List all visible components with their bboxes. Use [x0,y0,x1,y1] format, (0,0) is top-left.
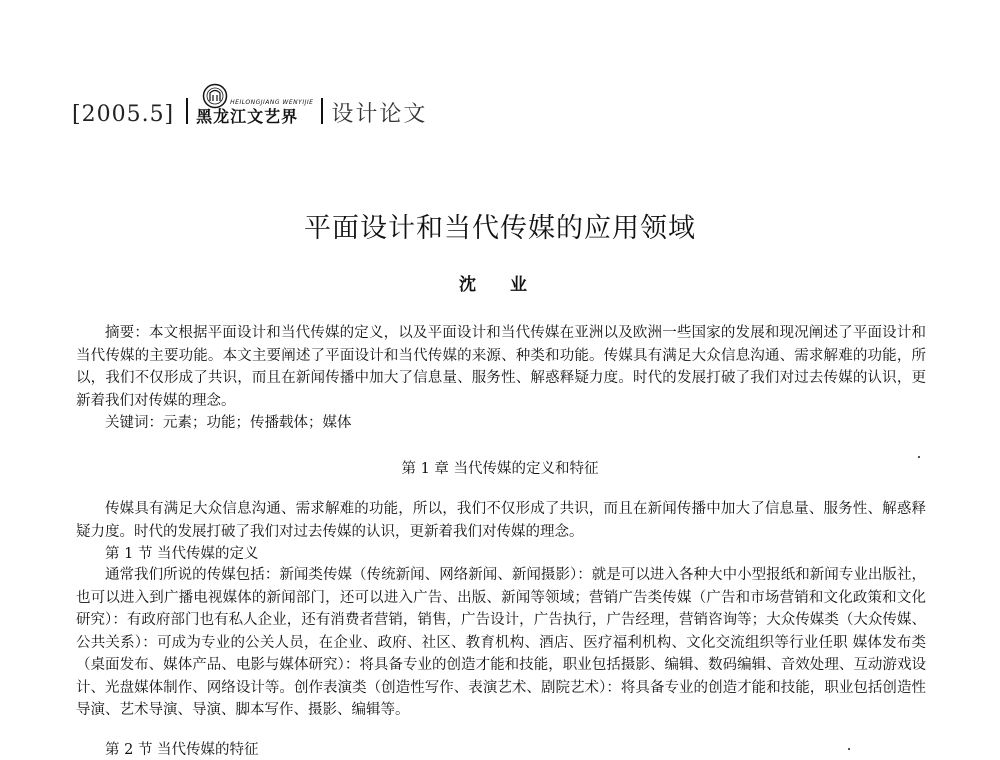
article-author: 沈 业 [459,275,541,295]
journal-logo-row [202,79,313,109]
header-divider-right [321,98,323,124]
keywords: 关键词：元素；功能；传播载体；媒体 [105,415,352,431]
journal-block [196,79,313,125]
scan-speck [848,748,850,750]
section-2-heading: 第 2 节 当代传媒的特征 [105,742,259,758]
paragraph-2 [76,564,926,722]
paragraph-1-text: 传媒具有满足大众信息沟通、需求解难的功能，所以，我们不仅形成了共识，而且在新闻传播中加大了信息量、服务性、解惑释疑力度。时代的发展打破了我们对过去传媒的认识，更新着我们对传媒的理念。 [76,501,926,540]
journal-header [72,70,427,126]
paragraph-2-text: 通常我们所说的传媒包括：新闻类传媒（传统新闻、网络新闻、新闻摄影）：就是可以进入各种大中小型报纸和新闻专业出版社，也可以进入到广播电视媒体的新闻部门，还可以进入广告、出版、新闻等领域；营销广告类传媒（广告和市场营销和文化政策和文化研究）：有政府部门也有私人企业，还有消费者营销，销售，广告设计，广告执行，广告经理，营销咨询等；大众传媒类（大众传媒、公共关系）：可成为专业的公关人员，在企业、政府、社区、教育机构、酒店、医疗福利机构、文化交流组织等行业任职 媒体发布类（桌面发布、媒体产品、电影与媒体研究）：将具备专业的创造才能和技能，职业包括摄影、编辑、数码编辑、音效处理、互动游戏设计、光盘媒体制作、网络设计等。创作表演类（创造性写作、表演艺术、剧院艺术）：将具备专业的创造才能和技能，职业包括创造性导演、艺术导演、导演、脚本写作、摄影、编辑等。 [76,567,926,718]
section-1-heading: 第 1 节 当代传媒的定义 [105,546,259,562]
article-title: 平面设计和当代传媒的应用领域 [304,213,696,244]
abstract [76,322,926,412]
chapter-heading: 第 1 章 当代传媒的定义和特征 [401,461,599,477]
scan-speck [918,456,920,458]
abstract-text: 摘要：本文根据平面设计和当代传媒的定义，以及平面设计和当代传媒在亚洲以及欧洲一些国家的发展和现况阐述了平面设计和当代传媒的主要功能。本文主要阐述了平面设计和当代传媒的来源、种类和功能。传媒具有满足大众信息沟通、需求解难的功能，所以，我们不仅形成了共识，而且在新闻传播中加大了信息量、服务性、解惑释疑力度。时代的发展打破了我们对过去传媒的认识，更新着我们对传媒的理念。 [76,325,926,409]
column-name: 设计论文 [331,102,428,127]
journal-pinyin: HEILONGJIANG WENYIJIE [230,99,314,106]
issue-number: [2005.5] [72,102,175,127]
paragraph-1 [76,498,926,543]
journal-name: 黑龙江文艺界 [196,107,299,126]
journal-logo-icon [202,83,228,109]
header-divider-left [186,98,188,124]
